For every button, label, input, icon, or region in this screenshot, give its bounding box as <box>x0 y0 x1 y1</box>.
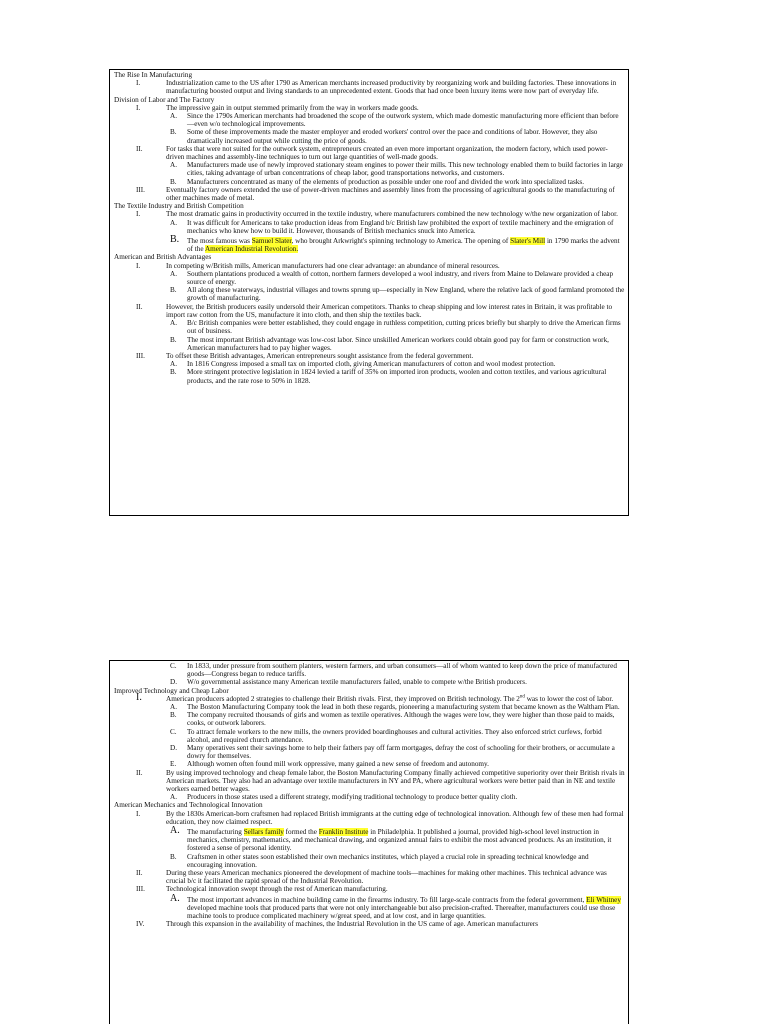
outline-item: IV. Through this expansion in the availability of machines, the Industrial Revolution in the US came of age. American manufacturers <box>136 920 539 929</box>
highlight: Sellars family <box>243 828 284 837</box>
notes-page-2 <box>109 660 629 1024</box>
highlight: Eli Whitney <box>586 895 621 904</box>
outline-subitem: B. All along these waterways, industrial villages and towns sprung up—especially in New England, where the relative lack of good farmland promoted the growth of manufacturing. <box>170 286 625 303</box>
outline-subitem: E. Although women often found mill work oppressive, many gained a new sense of freedom and autonomy. <box>170 760 489 769</box>
outline-item: I. American producers adopted 2 strategies to challenge their British rivals. First, they improved on British technology. The 2nd was to lower the cost of labor. <box>136 691 614 703</box>
outline-subitem: A. In 1816 Congress imposed a small tax on imported cloth, giving American manufacturers of cotton and wool modest protection. <box>170 360 556 369</box>
outline-subitem: B. The most important British advantage was low-cost labor. Since unskilled American workers could obtain good pay for farm or construction work, American manufacturers had to pay higher wages. <box>170 335 609 352</box>
outline-item: I. By the 1830s American-born craftsmen had replaced British immigrants at the cutting edge of technological innovation. Although few of these men had formal education, they now claimed respect. <box>136 809 624 826</box>
section-heading: The Textile Industry and British Competition <box>114 202 244 211</box>
notes-page-1 <box>109 69 629 516</box>
outline-item: III. Technological innovation swept through the rest of American manufacturing. <box>136 885 388 894</box>
outline-item: II. By using improved technology and cheap female labor, the Boston Manufacturing Company finally achieved competitive superiority over their British rivals in American markets. They also had an advantage over textile manufacturers in NY and PA, where agricultural workers were better paid than in NE and textile workers earned better wages. <box>136 768 625 794</box>
section-heading: American Mechanics and Technological Innovation <box>114 801 263 810</box>
outline-subitem: A. The manufacturing Sellars family formed the Franklin Institute in Philadelphia. It published a journal, provided high-school level instruction in mechanics, chemistry, mathematics, and mechanical drawing, and organized annual fairs to exhibit the most advanced products. As an institution, it fostered a sense of personal identity. <box>170 825 612 853</box>
section-heading: The Rise In Manufacturing <box>114 71 193 79</box>
outline-item: I. The most dramatic gains in productivity occurred in the textile industry, where manufacturers combined the new technology w/the new organization of labor. <box>136 210 618 219</box>
outline-item: I. In competing w/British mills, American manufacturers had one clear advantage: an abundance of mineral resources. <box>136 261 500 270</box>
outline-subitem: B. The company recruited thousands of girls and women as textile operatives. Although the wages were low, they were higher than those paid to maids, cooks, or outwork laborers. <box>170 711 615 728</box>
highlight: Samuel Slater <box>251 237 292 246</box>
highlight: Slater's Mill <box>510 237 546 246</box>
outline-subitem: C. In 1833, under pressure from southern planters, western farmers, and urban consumers—all of whom wanted to keep down the price of manufactured goods—Congress began to reduce tariffs. <box>170 662 617 679</box>
outline-item: I. Industrialization came to the US after 1790 as American merchants increased productivity by reorganizing work and building factories. These innovations in manufacturing boosted output and living standards to an unprecedented extent. Goods that had once been luxury items were now part of everyday life. <box>136 79 617 96</box>
outline-subitem: B. The most famous was Samuel Slater, who brought Arkwright's spinning technology to America. The opening of Slater's Mill in 1790 marks the advent of the American Industrial Revolution. <box>170 234 620 254</box>
highlight: Franklin Institute <box>318 828 369 837</box>
outline-subitem: A. The most important advances in machine building came in the firearms industry. To fill large-scale contracts from the federal government, Eli Whitney developed machine tools that produced parts that were not only interchangeable but also precision-crafted. Thereafter, manufacturers could use those machine tools to produce complicated machinery w/great speed, and at low cost, and in large quantities. <box>170 892 621 921</box>
outline-subitem: B. Craftsmen in other states soon established their own mechanics institutes, which played a crucial role in spreading technical knowledge and encouraging innovation. <box>170 852 589 869</box>
outline-subitem: C. To attract female workers to the new mills, the owners provided boardinghouses and cultural activities. They also enforced strict curfews, forbid alcohol, and required church attendance. <box>170 727 602 744</box>
outline-item: III. Eventually factory owners extended the use of power-driven machines and assembly lines from the processing of agricultural goods to the manufacturing of other machines made of metal. <box>136 185 615 203</box>
outline-subitem: B. More stringent protective legislation in 1824 levied a tariff of 35% on imported iron products, woolen and cotton textiles, and various agricultural products, and the rate rose to 50% in 1828. <box>170 368 607 385</box>
outline-item: II. However, the British producers easily undersold their American competitors. Thanks to cheap shipping and low interest rates in Britain, it was profitable to import raw cotton from the US, manufacture it into cloth, and then ship the textiles back. <box>136 302 613 319</box>
outline-subitem: A. Manufacturers made use of newly improved stationary steam engines to power their mills. This new technology enabled them to build factories in large cities, taking advantage of urban concentrations of cheap labor, good transportations networks, and customers. <box>170 161 623 178</box>
outline-subitem: A. Southern plantations produced a wealth of cotton, northern farmers developed a wool industry, and rivers from Maine to Delaware provided a cheap source of energy. <box>170 269 614 287</box>
outline-subitem: B. Manufacturers concentrated as many of the elements of production as possible under one roof and divided the work into specialized tasks. <box>170 177 584 186</box>
section-heading: Division of Labor and The Factory <box>114 95 215 104</box>
outline-subitem: A. B/c British companies were better established, they could engage in ruthless competition, cutting prices briefly but sharply to drive the American firms out of business. <box>170 319 621 336</box>
outline-subitem: B. Some of these improvements made the master employer and eroded workers' control over the pace and conditions of labor. However, they also dramatically increased output while cutting the price of goods. <box>170 128 598 145</box>
outline-subitem: A. It was difficult for Americans to take production ideas from England b/c British law prohibited the export of textile machinery and the emigration of mechanics who knew how to build it. However, thousands of British mechanics snuck into America. <box>170 218 614 235</box>
outline-subitem: A. Producers in those states used a different strategy, modifying traditional technology to produce better quality cloth. <box>170 793 518 802</box>
outline-item: I. The impressive gain in output stemmed primarily from the way in workers made goods. <box>136 103 419 112</box>
outline-subitem: D. Many operatives sent their savings home to help their fathers pay off farm mortgages, defray the cost of schooling for their brothers, or accumulate a dowry for themselves. <box>170 744 615 761</box>
outline-item: III. To offset these British advantages, American entrepreneurs sought assistance from the federal government. <box>136 351 474 360</box>
outline-item: II. During these years American mechanics pioneered the development of machine tools—machines for making other machines. This technical advance was crucial b/c it facilitated the rapid spread of the Industrial Revolution. <box>136 869 607 886</box>
section-heading: Improved Technology and Cheap Labor <box>114 686 229 695</box>
outline-subitem: D. W/o governmental assistance many American textile manufacturers failed, unable to compete w/the British producers. <box>170 678 527 687</box>
outline-subitem: A. The Boston Manufacturing Company took the lead in both these regards, pioneering a manufacturing system that became known as the Waltham Plan. <box>170 703 620 712</box>
outline-item: II. For tasks that were not suited for the outwork system, entrepreneurs created an even more important organization, the modern factory, which used power-driven machines and assembly-line techniques to turn out large quantities of well-made goods. <box>136 144 608 162</box>
section-heading: American and British Advantages <box>114 253 212 262</box>
outline-subitem: A. Since the 1790s American merchants had broadened the scope of the outwork system, which made domestic manufacturing more efficient than before—even w/o technological improvements. <box>170 112 619 129</box>
highlight: American Industrial Revolution. <box>204 245 299 254</box>
